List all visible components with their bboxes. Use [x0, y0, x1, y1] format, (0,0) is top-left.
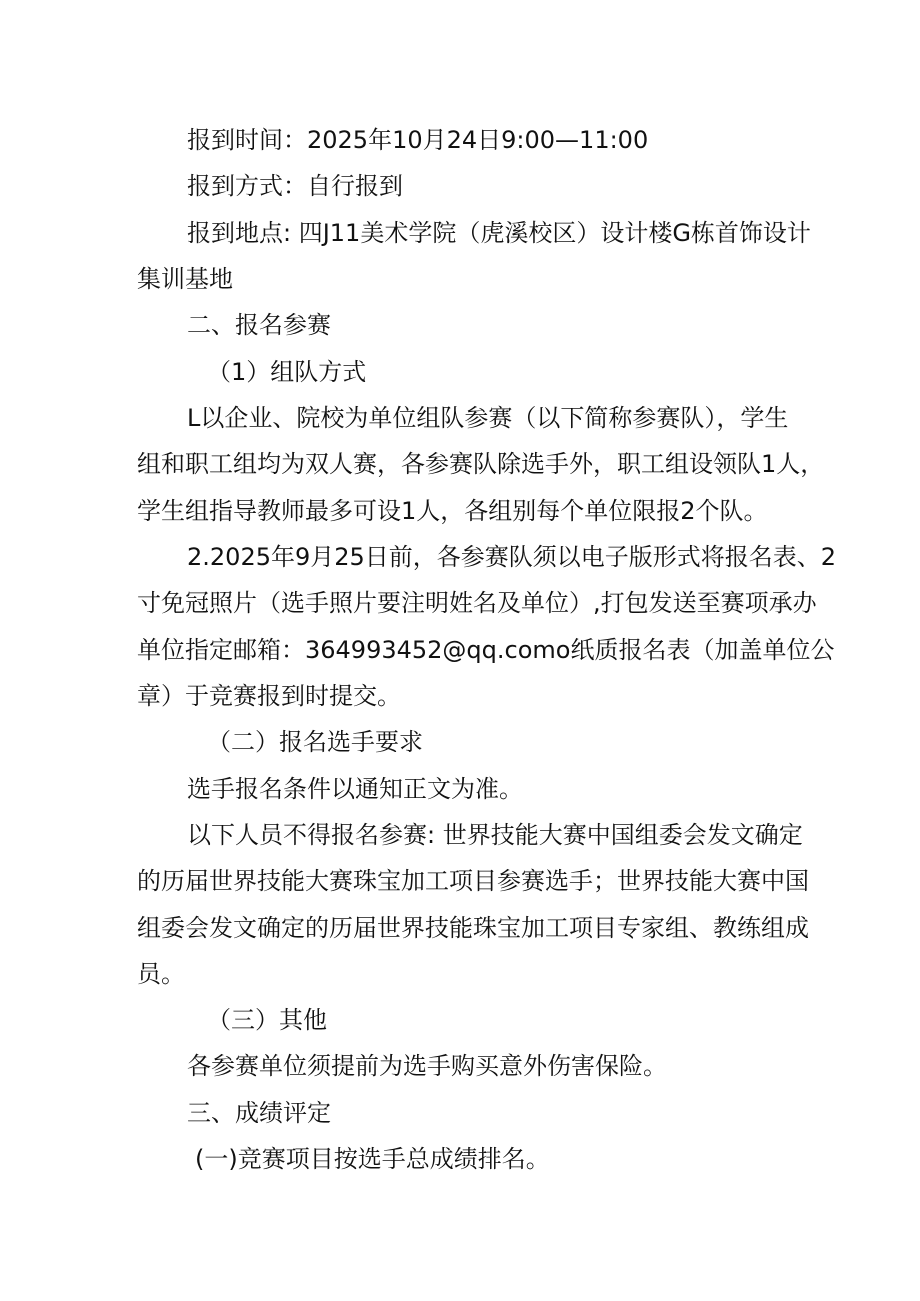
subsection-heading-team-format: （1）组队方式: [207, 358, 367, 386]
check-in-time-line: 报到时间：2025年10月24日9:00—11:00: [187, 126, 649, 154]
check-in-location-continued-line: 集训基地: [137, 265, 233, 293]
paragraph-submission-line-3: 单位指定邮箱：364993452@qq.como纸质报名表（加盖单位公: [137, 636, 835, 664]
check-in-method-line: 报到方式：自行报到: [187, 172, 403, 200]
paragraph-team-line-3: 学生组指导教师最多可设1人，各组别每个单位限报2个队。: [137, 497, 768, 525]
subsection-heading-other: （三）其他: [207, 1006, 327, 1034]
paragraph-exclusions-line-3: 组委会发文确定的历届世界技能珠宝加工项目专家组、教练组成: [137, 914, 809, 942]
subsection-heading-requirements: （二）报名选手要求: [207, 728, 423, 756]
paragraph-insurance-line: 各参赛单位须提前为选手购买意外伤害保险。: [187, 1052, 667, 1080]
paragraph-requirements-line: 选手报名条件以通知正文为准。: [187, 775, 523, 803]
paragraph-ranking-line: (一)竞赛项目按选手总成绩排名。: [195, 1145, 550, 1173]
section-heading-scoring: 三、成绩评定: [187, 1099, 331, 1127]
check-in-location-line: 报到地点: 四J11美术学院（虎溪校区）设计楼G栋首饰设计: [187, 219, 811, 247]
paragraph-team-line-2: 组和职工组均为双人赛，各参赛队除选手外，职工组设领队1人，: [137, 450, 825, 478]
paragraph-submission-line-1: 2.2025年9月25日前，各参赛队须以电子版形式将报名表、2: [187, 543, 837, 571]
paragraph-exclusions-line-4: 员。: [137, 960, 185, 988]
paragraph-submission-line-4: 章）于竞赛报到时提交。: [137, 682, 401, 710]
paragraph-submission-line-2: 寸免冠照片（选手照片要注明姓名及单位）,打包发送至赛项承办: [137, 589, 817, 617]
section-heading-registration: 二、报名参赛: [187, 311, 331, 339]
paragraph-exclusions-line-2: 的历届世界技能大赛珠宝加工项目参赛选手；世界技能大赛中国: [137, 867, 809, 895]
paragraph-team-line-1: L以企业、院校为单位组队参赛（以下简称参赛队），学生: [187, 404, 789, 432]
paragraph-exclusions-line-1: 以下人员不得报名参赛: 世界技能大赛中国组委会发文确定: [187, 821, 803, 849]
